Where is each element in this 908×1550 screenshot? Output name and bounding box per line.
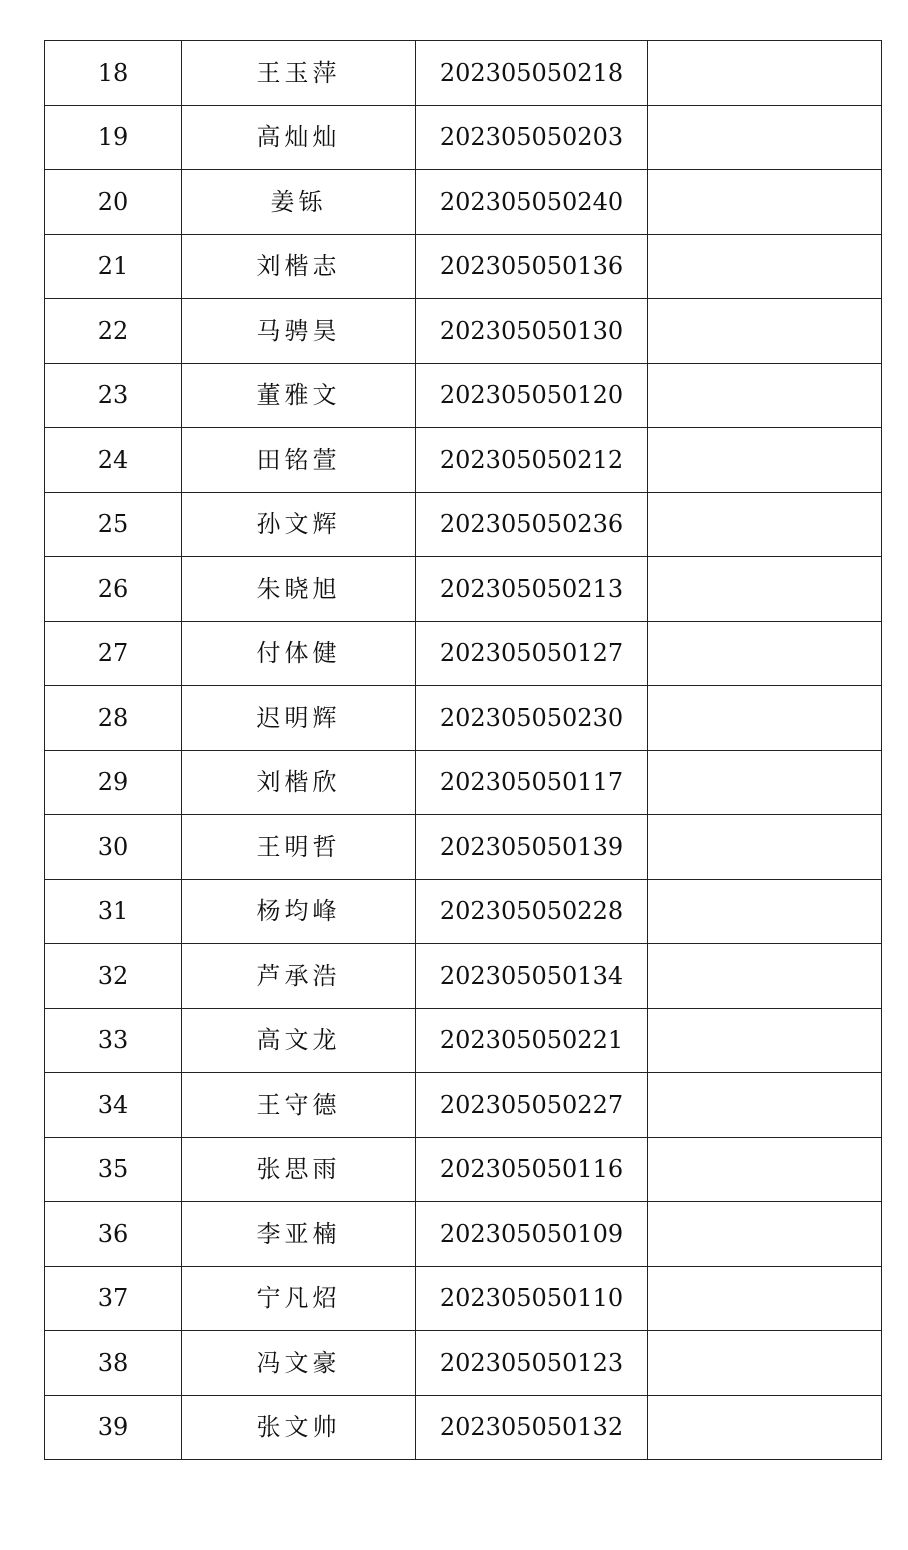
student-id-cell: 202305050228: [416, 879, 648, 944]
table-row: [45, 1008, 882, 1073]
student-id-cell: 202305050117: [416, 750, 648, 815]
remark-cell: [648, 879, 882, 944]
student-name-cell: 杨均峰: [182, 879, 416, 944]
row-number-cell: 28: [45, 686, 182, 751]
row-number-cell: 23: [45, 363, 182, 428]
remark-cell: [648, 1073, 882, 1138]
remark-cell: [648, 170, 882, 235]
row-number-cell: 36: [45, 1202, 182, 1267]
row-number-cell: 34: [45, 1073, 182, 1138]
student-id-cell: 202305050130: [416, 299, 648, 364]
table-row: [45, 944, 882, 1009]
student-id-cell: 202305050221: [416, 1008, 648, 1073]
remark-cell: [648, 299, 882, 364]
remark-cell: [648, 1395, 882, 1460]
student-name-cell: 张思雨: [182, 1137, 416, 1202]
table-row: [45, 815, 882, 880]
row-number-cell: 22: [45, 299, 182, 364]
student-name-cell: 刘楷欣: [182, 750, 416, 815]
row-number-cell: 18: [45, 41, 182, 106]
remark-cell: [648, 557, 882, 622]
table-row: [45, 686, 882, 751]
table-row: [45, 1266, 882, 1331]
student-id-cell: 202305050218: [416, 41, 648, 106]
table-row: [45, 299, 882, 364]
student-id-cell: 202305050203: [416, 105, 648, 170]
remark-cell: [648, 750, 882, 815]
remark-cell: [648, 105, 882, 170]
student-id-cell: 202305050212: [416, 428, 648, 493]
table-row: [45, 1137, 882, 1202]
student-name-cell: 冯文豪: [182, 1331, 416, 1396]
remark-cell: [648, 492, 882, 557]
table-row: [45, 428, 882, 493]
row-number-cell: 29: [45, 750, 182, 815]
table-row: [45, 170, 882, 235]
student-name-cell: 迟明辉: [182, 686, 416, 751]
student-id-cell: 202305050227: [416, 1073, 648, 1138]
student-name-cell: 高文龙: [182, 1008, 416, 1073]
row-number-cell: 24: [45, 428, 182, 493]
row-number-cell: 27: [45, 621, 182, 686]
student-name-cell: 马骋昊: [182, 299, 416, 364]
remark-cell: [648, 1008, 882, 1073]
student-name-cell: 田铭萱: [182, 428, 416, 493]
table-row: [45, 105, 882, 170]
table-row: [45, 41, 882, 106]
row-number-cell: 25: [45, 492, 182, 557]
roster-body: [45, 41, 882, 1460]
student-id-cell: 202305050139: [416, 815, 648, 880]
student-id-cell: 202305050109: [416, 1202, 648, 1267]
student-name-cell: 宁凡炤: [182, 1266, 416, 1331]
student-id-cell: 202305050123: [416, 1331, 648, 1396]
row-number-cell: 31: [45, 879, 182, 944]
table-row: [45, 750, 882, 815]
remark-cell: [648, 1266, 882, 1331]
remark-cell: [648, 1137, 882, 1202]
row-number-cell: 21: [45, 234, 182, 299]
student-id-cell: 202305050213: [416, 557, 648, 622]
row-number-cell: 35: [45, 1137, 182, 1202]
student-id-cell: 202305050236: [416, 492, 648, 557]
table-row: [45, 1395, 882, 1460]
remark-cell: [648, 363, 882, 428]
remark-cell: [648, 815, 882, 880]
student-name-cell: 孙文辉: [182, 492, 416, 557]
row-number-cell: 20: [45, 170, 182, 235]
table-row: [45, 1073, 882, 1138]
student-name-cell: 刘楷志: [182, 234, 416, 299]
row-number-cell: 33: [45, 1008, 182, 1073]
table-row: [45, 234, 882, 299]
student-name-cell: 王玉萍: [182, 41, 416, 106]
remark-cell: [648, 944, 882, 1009]
student-name-cell: 高灿灿: [182, 105, 416, 170]
remark-cell: [648, 686, 882, 751]
row-number-cell: 39: [45, 1395, 182, 1460]
row-number-cell: 30: [45, 815, 182, 880]
row-number-cell: 32: [45, 944, 182, 1009]
row-number-cell: 38: [45, 1331, 182, 1396]
table-row: [45, 1331, 882, 1396]
student-id-cell: 202305050136: [416, 234, 648, 299]
student-name-cell: 付体健: [182, 621, 416, 686]
student-name-cell: 李亚楠: [182, 1202, 416, 1267]
table-row: [45, 879, 882, 944]
table-row: [45, 1202, 882, 1267]
remark-cell: [648, 621, 882, 686]
student-name-cell: 姜铄: [182, 170, 416, 235]
student-id-cell: 202305050230: [416, 686, 648, 751]
student-id-cell: 202305050116: [416, 1137, 648, 1202]
row-number-cell: 19: [45, 105, 182, 170]
student-roster-table: [44, 40, 882, 1460]
remark-cell: [648, 428, 882, 493]
student-name-cell: 芦承浩: [182, 944, 416, 1009]
student-name-cell: 王守德: [182, 1073, 416, 1138]
remark-cell: [648, 41, 882, 106]
table-row: [45, 621, 882, 686]
row-number-cell: 26: [45, 557, 182, 622]
table-row: [45, 557, 882, 622]
student-name-cell: 朱晓旭: [182, 557, 416, 622]
student-id-cell: 202305050240: [416, 170, 648, 235]
table-row: [45, 363, 882, 428]
student-id-cell: 202305050132: [416, 1395, 648, 1460]
remark-cell: [648, 1202, 882, 1267]
student-name-cell: 董雅文: [182, 363, 416, 428]
row-number-cell: 37: [45, 1266, 182, 1331]
student-name-cell: 张文帅: [182, 1395, 416, 1460]
student-id-cell: 202305050120: [416, 363, 648, 428]
table-row: [45, 492, 882, 557]
student-id-cell: 202305050110: [416, 1266, 648, 1331]
remark-cell: [648, 1331, 882, 1396]
student-id-cell: 202305050134: [416, 944, 648, 1009]
student-id-cell: 202305050127: [416, 621, 648, 686]
remark-cell: [648, 234, 882, 299]
student-name-cell: 王明哲: [182, 815, 416, 880]
